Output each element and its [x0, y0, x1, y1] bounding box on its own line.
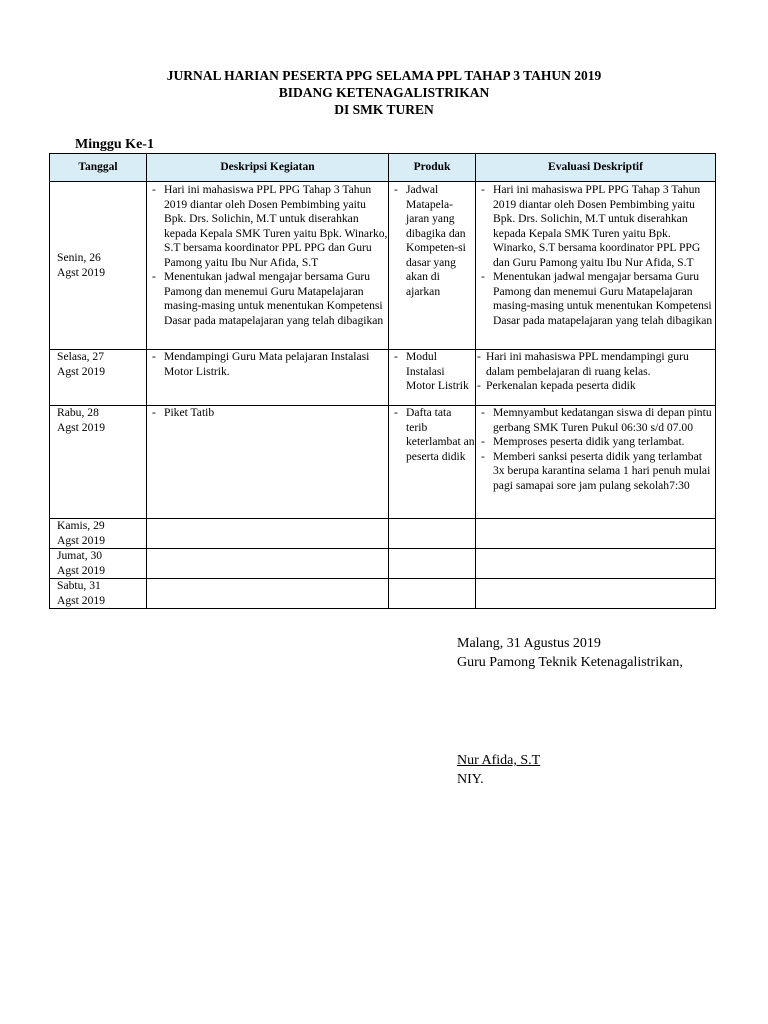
description-cell [147, 549, 389, 579]
evaluation-cell [476, 350, 716, 406]
journal-table [49, 153, 716, 609]
table-row [50, 350, 716, 406]
product-cell [389, 350, 476, 406]
evaluation-cell [476, 579, 716, 609]
signer-role: Guru Pamong Teknik Ketenagalistrikan, [457, 655, 683, 670]
date-month: Agst 2019 [57, 265, 105, 279]
list-item: - Dafta tata terib keterlambat an peserta didik [389, 406, 475, 464]
date-cell [50, 350, 147, 406]
list-item: - Hari ini mahasiswa PPL PPG Tahap 3 Tahun 2019 diantar oleh Dosen Pembimbing yaitu Bpk. Drs. Solichin, M.T untuk diserahkan kepada Kepala SMK Turen yaitu Bpk. Winarko, S.T bersama koordinator PPL PPG dan Guru Pamong yaitu Ibu Nur Afida, S.T [147, 183, 388, 270]
signer-id: NIY. [457, 772, 484, 787]
list-item: - Modul Instalasi Motor Listrik [389, 350, 475, 394]
description-cell [147, 182, 389, 350]
description-cell [147, 406, 389, 519]
document-title [0, 67, 768, 118]
signature-block [457, 634, 683, 672]
week-label: Minggu Ke-1 [75, 137, 154, 152]
list-item: - Hari ini mahasiswa PPL PPG Tahap 3 Tahun 2019 diantar oleh Dosen Pembimbing yaitu Bpk. Drs. Solichin, M.T untuk diserahkan kepada Kepala SMK Turen yaitu Bpk. Winarko, S.T bersama koordinator PPL PPG dan Guru Pamong yaitu Ibu Nur Afida, S.T [476, 183, 715, 270]
date-day: Senin, 26 [57, 251, 101, 264]
product-cell [389, 182, 476, 350]
date-month: Agst 2019 [57, 420, 105, 434]
evaluation-cell [476, 519, 716, 549]
product-cell [389, 406, 476, 519]
description-cell [147, 519, 389, 549]
table-row [50, 406, 716, 519]
header-produk: Produk [389, 154, 476, 182]
evaluation-cell [476, 182, 716, 350]
table-row [50, 182, 716, 350]
list-item: - Menentukan jadwal mengajar bersama Guru Pamong dan menemui Guru Matapelajaran masing-masing untuk menentukan Kompetensi Dasar pada matapelajaran yang telah dibagikan [476, 270, 715, 328]
table-row [50, 579, 716, 609]
date-cell [50, 406, 147, 519]
date-day: Rabu, 28 [57, 406, 99, 419]
date-cell [50, 182, 147, 350]
date-day: Sabtu, 31 [57, 579, 101, 592]
list-item: - Menentukan jadwal mengajar bersama Guru Pamong dan menemui Guru Matapelajaran masing-masing untuk menentukan Kompetensi Dasar pada matapelajaran yang telah dibagikan [147, 270, 388, 328]
list-item: - Jadwal Matapela-jaran yang dibagika dan Kompeten-si dasar yang akan di ajarkan [389, 183, 475, 299]
list-item: - Perkenalan kepada peserta didik [476, 379, 715, 394]
list-item: - Memnyambut kedatangan siswa di depan pintu gerbang SMK Turen Pukul 06:30 s/d 07.00 [476, 406, 715, 435]
date-month: Agst 2019 [57, 563, 105, 577]
date-cell [50, 519, 147, 549]
list-item: - Memproses peserta didik yang terlambat. [476, 435, 715, 450]
description-cell [147, 350, 389, 406]
date-month: Agst 2019 [57, 364, 105, 378]
product-cell [389, 579, 476, 609]
evaluation-cell [476, 406, 716, 519]
title-line-2: BIDANG KETENAGALISTRIKAN [278, 85, 490, 100]
evaluation-cell [476, 549, 716, 579]
date-day: Jumat, 30 [57, 549, 103, 562]
place-date: Malang, 31 Agustus 2019 [457, 636, 601, 651]
signer-name: Nur Afida, S.T [457, 753, 541, 768]
product-cell [389, 549, 476, 579]
date-month: Agst 2019 [57, 593, 105, 607]
signer-block [457, 751, 540, 789]
date-day: Kamis, 29 [57, 519, 105, 532]
title-line-3: DI SMK TUREN [334, 102, 434, 117]
table-row [50, 519, 716, 549]
title-line-1: JURNAL HARIAN PESERTA PPG SELAMA PPL TAHAP 3 TAHUN 2019 [166, 68, 602, 83]
list-item: - Memberi sanksi peserta didik yang terlambat 3x berupa karantina selama 1 hari penuh mulai pagi samapai sore jam pulang sekolah7:30 [476, 450, 715, 494]
list-item: - Mendampingi Guru Mata pelajaran Instalasi Motor Listrik. [147, 350, 388, 379]
date-cell [50, 579, 147, 609]
list-item: - Piket Tatib [147, 406, 388, 421]
date-month: Agst 2019 [57, 533, 105, 547]
list-item: - Hari ini mahasiswa PPL mendampingi guru dalam pembelajaran di ruang kelas. [476, 350, 715, 379]
description-cell [147, 579, 389, 609]
date-day: Selasa, 27 [57, 350, 105, 363]
header-tanggal: Tanggal [50, 154, 147, 182]
table-row [50, 549, 716, 579]
header-deskripsi: Deskripsi Kegiatan [147, 154, 389, 182]
date-cell [50, 549, 147, 579]
header-evaluasi: Evaluasi Deskriptif [476, 154, 716, 182]
product-cell [389, 519, 476, 549]
table-header-row [50, 154, 716, 182]
